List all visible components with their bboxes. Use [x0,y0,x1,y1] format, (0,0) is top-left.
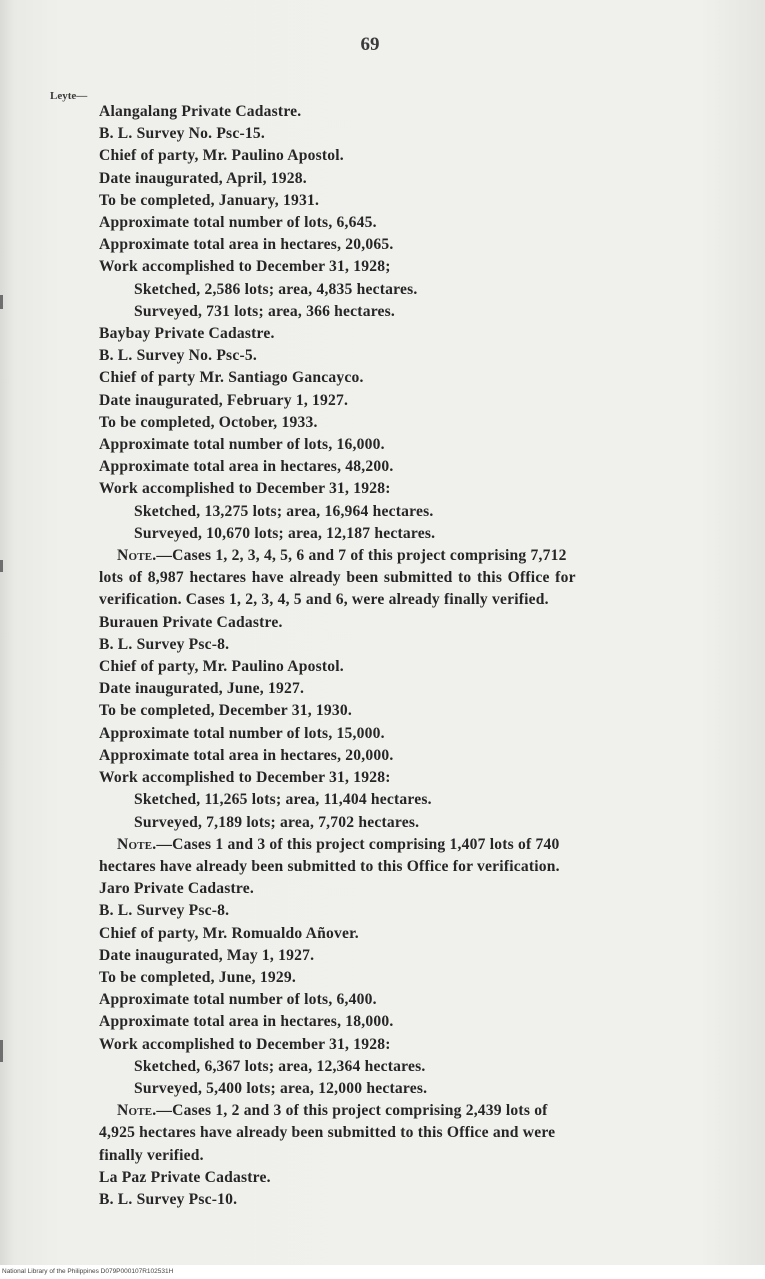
note-line: finally verified. [99,1146,204,1164]
survey-number: B. L. Survey Psc-10. [99,1190,238,1208]
note-label: Note. [117,547,157,565]
total-lots: Approximate total number of lots, 6,645. [99,214,377,232]
surveyed-summary: Surveyed, 7,189 lots; area, 7,702 hectares. [134,813,420,831]
scan-footer: National Library of the Philippines D079P000107R102531H [0,1265,765,1279]
project-name: Burauen Private Cadastre. [99,613,283,631]
date-inaugurated: Date inaugurated, April, 1928. [99,169,307,187]
region-heading: Leyte— [50,90,88,102]
total-lots: Approximate total number of lots, 15,000. [99,724,385,742]
total-area: Approximate total area in hectares, 20,065. [99,236,394,254]
survey-number: B. L. Survey Psc-8. [99,635,230,653]
note-line [99,1100,711,1122]
note-line: 4,925 hectares have already been submitted to this Office and were [99,1124,556,1142]
completion-date: To be completed, June, 1929. [99,968,296,986]
date-inaugurated: Date inaugurated, February 1, 1927. [99,391,349,409]
sketched-summary: Sketched, 13,275 lots; area, 16,964 hectares. [134,502,434,520]
note-text: —Cases 1, 2 and 3 of this project comprising 2,439 lots of [156,1102,548,1120]
note-line [99,545,711,567]
project-name: Jaro Private Cadastre. [99,880,254,898]
surveyed-summary: Surveyed, 10,670 lots; area, 12,187 hectares. [134,524,436,542]
document-body [99,101,711,1211]
total-area: Approximate total area in hectares, 20,000. [99,746,394,764]
work-accomplished: Work accomplished to December 31, 1928: [99,769,391,787]
page-edge-mark [0,560,3,572]
project-name: La Paz Private Cadastre. [99,1168,271,1186]
work-accomplished: Work accomplished to December 31, 1928; [99,258,391,276]
chief-of-party: Chief of party, Mr. Paulino Apostol. [99,147,344,165]
note-line: lots of 8,987 hectares have already been submitted to this Office for [99,569,576,587]
total-area: Approximate total area in hectares, 18,000. [99,1013,394,1031]
chief-of-party: Chief of party, Mr. Romualdo Añover. [99,924,359,942]
sketched-summary: Sketched, 11,265 lots; area, 11,404 hectares. [134,791,432,809]
date-inaugurated: Date inaugurated, June, 1927. [99,680,305,698]
survey-number: B. L. Survey Psc-8. [99,902,230,920]
survey-number: B. L. Survey No. Psc-15. [99,125,265,143]
sketched-summary: Sketched, 6,367 lots; area, 12,364 hectares. [134,1057,426,1075]
work-accomplished: Work accomplished to December 31, 1928: [99,1035,391,1053]
completion-date: To be completed, January, 1931. [99,191,320,209]
chief-of-party: Chief of party Mr. Santiago Gancayco. [99,369,364,387]
page-edge-mark [0,295,3,309]
note-text: —Cases 1 and 3 of this project comprising 1,407 lots of 740 [156,835,560,853]
date-inaugurated: Date inaugurated, May 1, 1927. [99,946,315,964]
page-number: 69 [360,34,380,55]
note-line: hectares have already been submitted to this Office for verification. [99,857,560,875]
total-lots: Approximate total number of lots, 16,000. [99,436,385,454]
page-edge-mark [0,1040,3,1062]
project-name: Baybay Private Cadastre. [99,325,275,343]
note-text: —Cases 1, 2, 3, 4, 5, 6 and 7 of this project comprising 7,712 [156,547,567,565]
total-area: Approximate total area in hectares, 48,200. [99,458,394,476]
note-label: Note. [117,835,157,853]
note-line: verification. Cases 1, 2, 3, 4, 5 and 6, were already finally verified. [99,591,549,609]
surveyed-summary: Surveyed, 731 lots; area, 366 hectares. [134,302,396,320]
survey-number: B. L. Survey No. Psc-5. [99,347,257,365]
surveyed-summary: Surveyed, 5,400 lots; area, 12,000 hectares. [134,1079,428,1097]
note-line [99,834,711,856]
note-label: Note. [117,1102,157,1120]
total-lots: Approximate total number of lots, 6,400. [99,991,377,1009]
sketched-summary: Sketched, 2,586 lots; area, 4,835 hectares. [134,280,418,298]
completion-date: To be completed, December 31, 1930. [99,702,352,720]
completion-date: To be completed, October, 1933. [99,413,318,431]
chief-of-party: Chief of party, Mr. Paulino Apostol. [99,658,344,676]
work-accomplished: Work accomplished to December 31, 1928: [99,480,391,498]
project-name: Alangalang Private Cadastre. [99,103,302,120]
